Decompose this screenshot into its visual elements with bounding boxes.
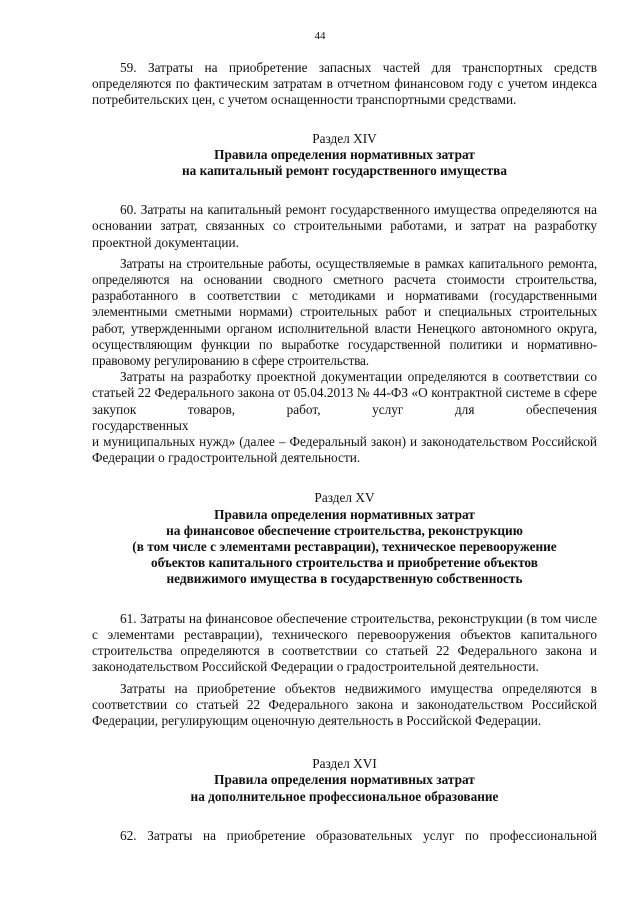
paragraph-61: 61. Затраты на финансовое обеспечение строительства, реконструкции (в том числе с элементами реставрации), технического перевооружения объектов капитального строительства определяются в соответствии со статьей 22 Федерального закона и законодательством Российской Федерации о градостроительной деятельности.	[92, 610, 597, 675]
document-body	[92, 60, 597, 844]
section-16	[92, 756, 597, 805]
section-15	[92, 490, 597, 587]
paragraph-62: 62. Затраты на приобретение образовательных услуг по профессиональной	[120, 827, 597, 843]
section-15-title-line2: на финансовое обеспечение строительства, реконструкцию	[166, 522, 523, 538]
section-14	[92, 131, 597, 180]
section-14-title-line2: на капитальный ремонт государственного имущества	[182, 163, 507, 179]
paragraph-59: 59. Затраты на приобретение запасных частей для транспортных средств определяются по фактическим затратам в отчетном финансовом году с учетом индекса потребительских цен, с учетом оснащенности транспортными средствами.	[92, 60, 597, 108]
section-14-label: Раздел XIV	[312, 130, 377, 146]
section-16-title-line1: Правила определения нормативных затрат	[214, 772, 475, 788]
paragraph-60: 60. Затраты на капитальный ремонт государственного имущества определяются на основании затрат, связанных со строительными работами, и затрат на разработку проектной документации.	[92, 202, 597, 250]
section-16-title-line2: на дополнительное профессиональное образование	[190, 788, 499, 804]
section-15-label: Раздел XV	[314, 490, 375, 506]
paragraph-60-construction-works: Затраты на строительные работы, осуществляемые в рамках капитального ремонта, определяются на основании сводного сметного расчета стоимости строительства, разработанного в соответствии с методиками и нормативами (государственными элементными сметными нормами) строительных работ и специальных строительных работ, утвержденными органом исполнительной власти Ненецкого автономного округа, осуществляющим функции по выработке государственной политики и нормативно-правовому регулированию в сфере строительства.	[92, 255, 597, 369]
section-15-title-line3: (в том числе с элементами реставрации), техническое перевооружение	[132, 539, 557, 555]
section-15-title-line1: Правила определения нормативных затрат	[214, 506, 475, 522]
section-15-title-line4: объектов капитального строительства и приобретение объектов	[151, 555, 538, 571]
section-14-title-line1: Правила определения нормативных затрат	[214, 146, 475, 162]
paragraph-60-design-documentation-line: государственных	[92, 417, 189, 433]
paragraph-60-design-documentation-end: и муниципальных нужд» (далее – Федеральный закон) и законодательством Российской Федерации о градостроительной деятельности.	[92, 434, 597, 466]
paragraph-61-real-estate: Затраты на приобретение объектов недвижимого имущества определяются в соответствии со статьей 22 Федерального закона и законодательством Российской Федерации, регулирующим оценочную деятельность в Российской Федерации.	[92, 680, 597, 728]
page-number: 44	[314, 30, 326, 42]
paragraph-60-design-documentation: Затраты на разработку проектной документации определяются в соответствии со статьей 22 Федерального закона от 05.04.2013 № 44-ФЗ «О контрактной системе в сфере закупок товаров, работ, услуг для обеспечения	[92, 369, 597, 417]
section-15-title-line5: недвижимого имущества в государственную собственность	[166, 571, 523, 587]
section-16-label: Раздел XVI	[312, 756, 377, 772]
